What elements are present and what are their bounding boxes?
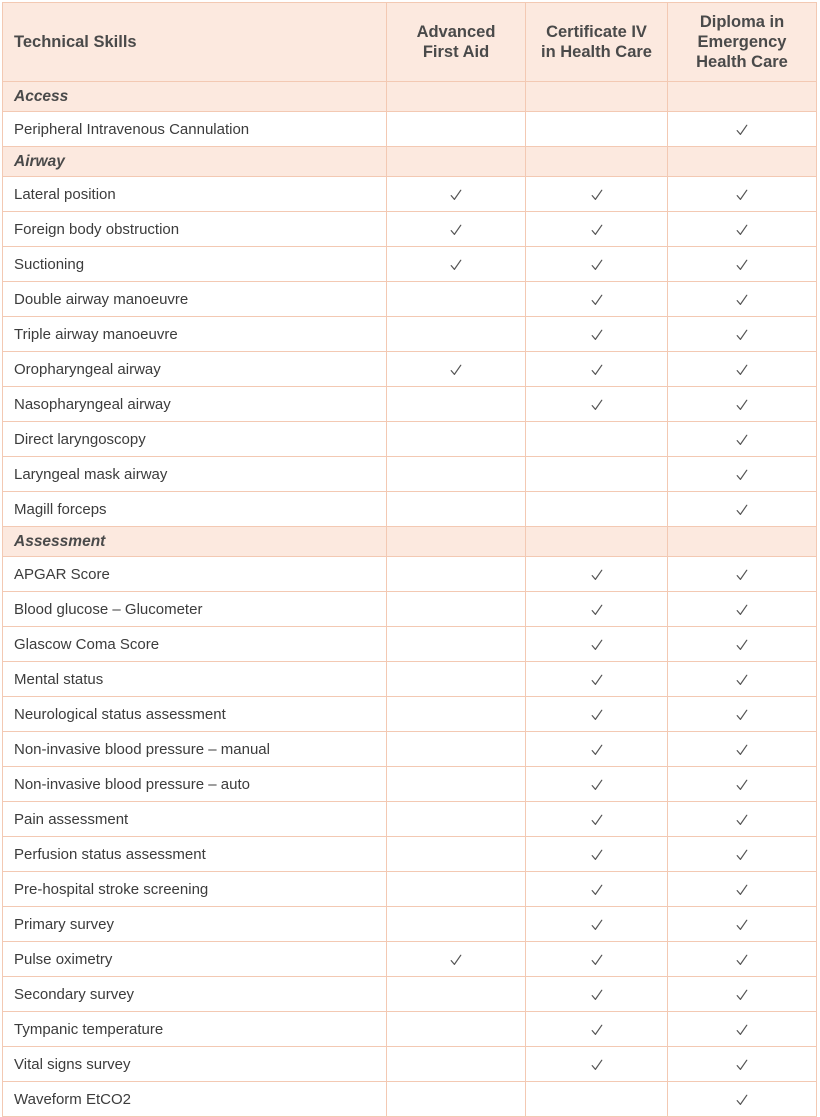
cell-diploma: [668, 282, 817, 317]
cell-certificate-iv: [526, 492, 668, 527]
skill-name: Pain assessment: [3, 802, 387, 837]
table-row: [3, 387, 817, 422]
check-icon: [736, 709, 748, 721]
cell-diploma: [668, 422, 817, 457]
check-icon: [591, 849, 603, 861]
skill-name: Vital signs survey: [3, 1047, 387, 1082]
check-icon: [736, 1024, 748, 1036]
cell-certificate-iv: [526, 697, 668, 732]
check-icon: [591, 399, 603, 411]
table-row: [3, 662, 817, 697]
cell-diploma: [668, 1012, 817, 1047]
cell-certificate-iv: [526, 592, 668, 627]
table-row: [3, 977, 817, 1012]
table-row: [3, 802, 817, 837]
cell-certificate-iv: [526, 872, 668, 907]
table-row: [3, 212, 817, 247]
header-diploma-text: Diploma in Emergency Health Care: [696, 13, 788, 71]
skill-name: Nasopharyngeal airway: [3, 387, 387, 422]
cell-certificate-iv: [526, 177, 668, 212]
table-row: [3, 837, 817, 872]
technical-skills-table: [2, 2, 817, 1117]
cell-diploma: [668, 387, 817, 422]
check-icon: [591, 779, 603, 791]
table-row: [3, 907, 817, 942]
skill-name: Magill forceps: [3, 492, 387, 527]
skill-name: Secondary survey: [3, 977, 387, 1012]
skill-name: Non-invasive blood pressure – auto: [3, 767, 387, 802]
cell-diploma: [668, 492, 817, 527]
cell-diploma: [668, 1047, 817, 1082]
cell-advanced-first-aid: [387, 212, 526, 247]
cell-advanced-first-aid: [387, 907, 526, 942]
table-body: [3, 82, 817, 1117]
check-icon: [736, 884, 748, 896]
skill-name: Triple airway manoeuvre: [3, 317, 387, 352]
cell-certificate-iv: [526, 212, 668, 247]
cell-diploma: [668, 732, 817, 767]
skill-name: Tympanic temperature: [3, 1012, 387, 1047]
cell-advanced-first-aid: [387, 872, 526, 907]
section-row-airway: [3, 147, 817, 177]
check-icon: [591, 189, 603, 201]
check-icon: [591, 989, 603, 1001]
cell-advanced-first-aid: [387, 627, 526, 662]
check-icon: [736, 189, 748, 201]
table-row: [3, 942, 817, 977]
section-title: Airway: [3, 147, 387, 177]
cell-diploma: [668, 802, 817, 837]
skill-name: Neurological status assessment: [3, 697, 387, 732]
table-row: [3, 767, 817, 802]
check-icon: [736, 919, 748, 931]
check-icon: [450, 364, 462, 376]
table-row: [3, 872, 817, 907]
cell-advanced-first-aid: [387, 1012, 526, 1047]
table-row: [3, 697, 817, 732]
check-icon: [736, 469, 748, 481]
table-row: [3, 247, 817, 282]
cell-advanced-first-aid: [387, 317, 526, 352]
cell-certificate-iv: [526, 1047, 668, 1082]
header-advanced-first-aid: [387, 3, 526, 82]
check-icon: [736, 224, 748, 236]
cell-diploma: [668, 837, 817, 872]
check-icon: [450, 189, 462, 201]
skill-name: Glascow Coma Score: [3, 627, 387, 662]
cell-advanced-first-aid: [387, 732, 526, 767]
skill-name: Mental status: [3, 662, 387, 697]
section-empty-cell: [668, 527, 817, 557]
section-title: Assessment: [3, 527, 387, 557]
table-row: [3, 457, 817, 492]
cell-advanced-first-aid: [387, 422, 526, 457]
skill-name: Lateral position: [3, 177, 387, 212]
cell-advanced-first-aid: [387, 457, 526, 492]
check-icon: [736, 604, 748, 616]
cell-diploma: [668, 317, 817, 352]
cell-certificate-iv: [526, 732, 668, 767]
table-row: [3, 1012, 817, 1047]
check-icon: [736, 849, 748, 861]
skill-name: Peripheral Intravenous Cannulation: [3, 112, 387, 147]
cell-diploma: [668, 907, 817, 942]
table-row: [3, 317, 817, 352]
header-row: [3, 3, 817, 82]
cell-certificate-iv: [526, 387, 668, 422]
check-icon: [591, 604, 603, 616]
skill-name: Waveform EtCO2: [3, 1082, 387, 1117]
check-icon: [591, 954, 603, 966]
check-icon: [736, 259, 748, 271]
cell-diploma: [668, 247, 817, 282]
cell-certificate-iv: [526, 907, 668, 942]
cell-diploma: [668, 767, 817, 802]
table-row: [3, 557, 817, 592]
cell-advanced-first-aid: [387, 247, 526, 282]
skill-name: Direct laryngoscopy: [3, 422, 387, 457]
cell-certificate-iv: [526, 457, 668, 492]
check-icon: [450, 259, 462, 271]
skill-name: Primary survey: [3, 907, 387, 942]
check-icon: [736, 1059, 748, 1071]
section-empty-cell: [387, 147, 526, 177]
skill-name: Suctioning: [3, 247, 387, 282]
table-header: [3, 3, 817, 82]
cell-advanced-first-aid: [387, 557, 526, 592]
skill-name: Blood glucose – Glucometer: [3, 592, 387, 627]
cell-diploma: [668, 942, 817, 977]
section-empty-cell: [668, 82, 817, 112]
header-diploma: [668, 3, 817, 82]
section-row-access: [3, 82, 817, 112]
table-row: [3, 732, 817, 767]
check-icon: [591, 639, 603, 651]
cell-diploma: [668, 977, 817, 1012]
check-icon: [591, 1024, 603, 1036]
header-certificate-iv: [526, 3, 668, 82]
cell-advanced-first-aid: [387, 767, 526, 802]
table-row: [3, 492, 817, 527]
skill-name: Laryngeal mask airway: [3, 457, 387, 492]
section-empty-cell: [387, 527, 526, 557]
check-icon: [736, 364, 748, 376]
cell-certificate-iv: [526, 247, 668, 282]
cell-diploma: [668, 557, 817, 592]
cell-diploma: [668, 592, 817, 627]
check-icon: [736, 504, 748, 516]
header-certificate-iv-text: Certificate IV in Health Care: [541, 23, 652, 61]
table-row: [3, 1082, 817, 1117]
check-icon: [591, 294, 603, 306]
cell-diploma: [668, 1082, 817, 1117]
check-icon: [736, 399, 748, 411]
table-row: [3, 422, 817, 457]
check-icon: [736, 434, 748, 446]
check-icon: [736, 989, 748, 1001]
skill-name: Oropharyngeal airway: [3, 352, 387, 387]
section-empty-cell: [387, 82, 526, 112]
cell-diploma: [668, 352, 817, 387]
check-icon: [591, 884, 603, 896]
cell-diploma: [668, 177, 817, 212]
check-icon: [591, 1059, 603, 1071]
check-icon: [736, 779, 748, 791]
cell-advanced-first-aid: [387, 492, 526, 527]
cell-diploma: [668, 627, 817, 662]
cell-advanced-first-aid: [387, 802, 526, 837]
check-icon: [736, 329, 748, 341]
skill-name: Pre-hospital stroke screening: [3, 872, 387, 907]
table-row: [3, 352, 817, 387]
cell-certificate-iv: [526, 352, 668, 387]
cell-diploma: [668, 457, 817, 492]
table-row: [3, 1047, 817, 1082]
skill-name: Foreign body obstruction: [3, 212, 387, 247]
cell-advanced-first-aid: [387, 282, 526, 317]
cell-certificate-iv: [526, 837, 668, 872]
cell-certificate-iv: [526, 317, 668, 352]
check-icon: [591, 569, 603, 581]
check-icon: [736, 639, 748, 651]
cell-advanced-first-aid: [387, 697, 526, 732]
skill-name: Double airway manoeuvre: [3, 282, 387, 317]
cell-advanced-first-aid: [387, 177, 526, 212]
cell-certificate-iv: [526, 422, 668, 457]
cell-advanced-first-aid: [387, 387, 526, 422]
skill-name: Pulse oximetry: [3, 942, 387, 977]
section-row-assessment: [3, 527, 817, 557]
section-empty-cell: [668, 147, 817, 177]
check-icon: [591, 259, 603, 271]
cell-certificate-iv: [526, 627, 668, 662]
check-icon: [736, 814, 748, 826]
cell-certificate-iv: [526, 1012, 668, 1047]
section-empty-cell: [526, 147, 668, 177]
section-empty-cell: [526, 527, 668, 557]
check-icon: [450, 954, 462, 966]
cell-certificate-iv: [526, 942, 668, 977]
check-icon: [591, 709, 603, 721]
skill-name: Perfusion status assessment: [3, 837, 387, 872]
cell-advanced-first-aid: [387, 977, 526, 1012]
check-icon: [591, 814, 603, 826]
check-icon: [591, 224, 603, 236]
table-row: [3, 177, 817, 212]
cell-diploma: [668, 697, 817, 732]
check-icon: [591, 674, 603, 686]
check-icon: [591, 364, 603, 376]
cell-advanced-first-aid: [387, 112, 526, 147]
cell-diploma: [668, 872, 817, 907]
cell-certificate-iv: [526, 282, 668, 317]
table-row: [3, 112, 817, 147]
cell-advanced-first-aid: [387, 352, 526, 387]
cell-advanced-first-aid: [387, 1047, 526, 1082]
cell-advanced-first-aid: [387, 1082, 526, 1117]
check-icon: [450, 224, 462, 236]
cell-advanced-first-aid: [387, 837, 526, 872]
check-icon: [736, 674, 748, 686]
cell-certificate-iv: [526, 557, 668, 592]
table-row: [3, 282, 817, 317]
cell-certificate-iv: [526, 977, 668, 1012]
cell-diploma: [668, 112, 817, 147]
check-icon: [736, 744, 748, 756]
check-icon: [591, 744, 603, 756]
header-advanced-first-aid-text: Advanced First Aid: [416, 23, 496, 61]
skill-name: APGAR Score: [3, 557, 387, 592]
cell-certificate-iv: [526, 1082, 668, 1117]
check-icon: [591, 329, 603, 341]
check-icon: [736, 294, 748, 306]
check-icon: [591, 919, 603, 931]
check-icon: [736, 954, 748, 966]
check-icon: [736, 569, 748, 581]
section-empty-cell: [526, 82, 668, 112]
cell-certificate-iv: [526, 662, 668, 697]
cell-certificate-iv: [526, 767, 668, 802]
cell-certificate-iv: [526, 802, 668, 837]
cell-diploma: [668, 662, 817, 697]
check-icon: [736, 124, 748, 136]
cell-diploma: [668, 212, 817, 247]
skill-name: Non-invasive blood pressure – manual: [3, 732, 387, 767]
cell-advanced-first-aid: [387, 942, 526, 977]
cell-certificate-iv: [526, 112, 668, 147]
check-icon: [736, 1094, 748, 1106]
table-row: [3, 592, 817, 627]
cell-advanced-first-aid: [387, 662, 526, 697]
cell-advanced-first-aid: [387, 592, 526, 627]
header-technical-skills: Technical Skills: [3, 3, 387, 82]
section-title: Access: [3, 82, 387, 112]
table-row: [3, 627, 817, 662]
